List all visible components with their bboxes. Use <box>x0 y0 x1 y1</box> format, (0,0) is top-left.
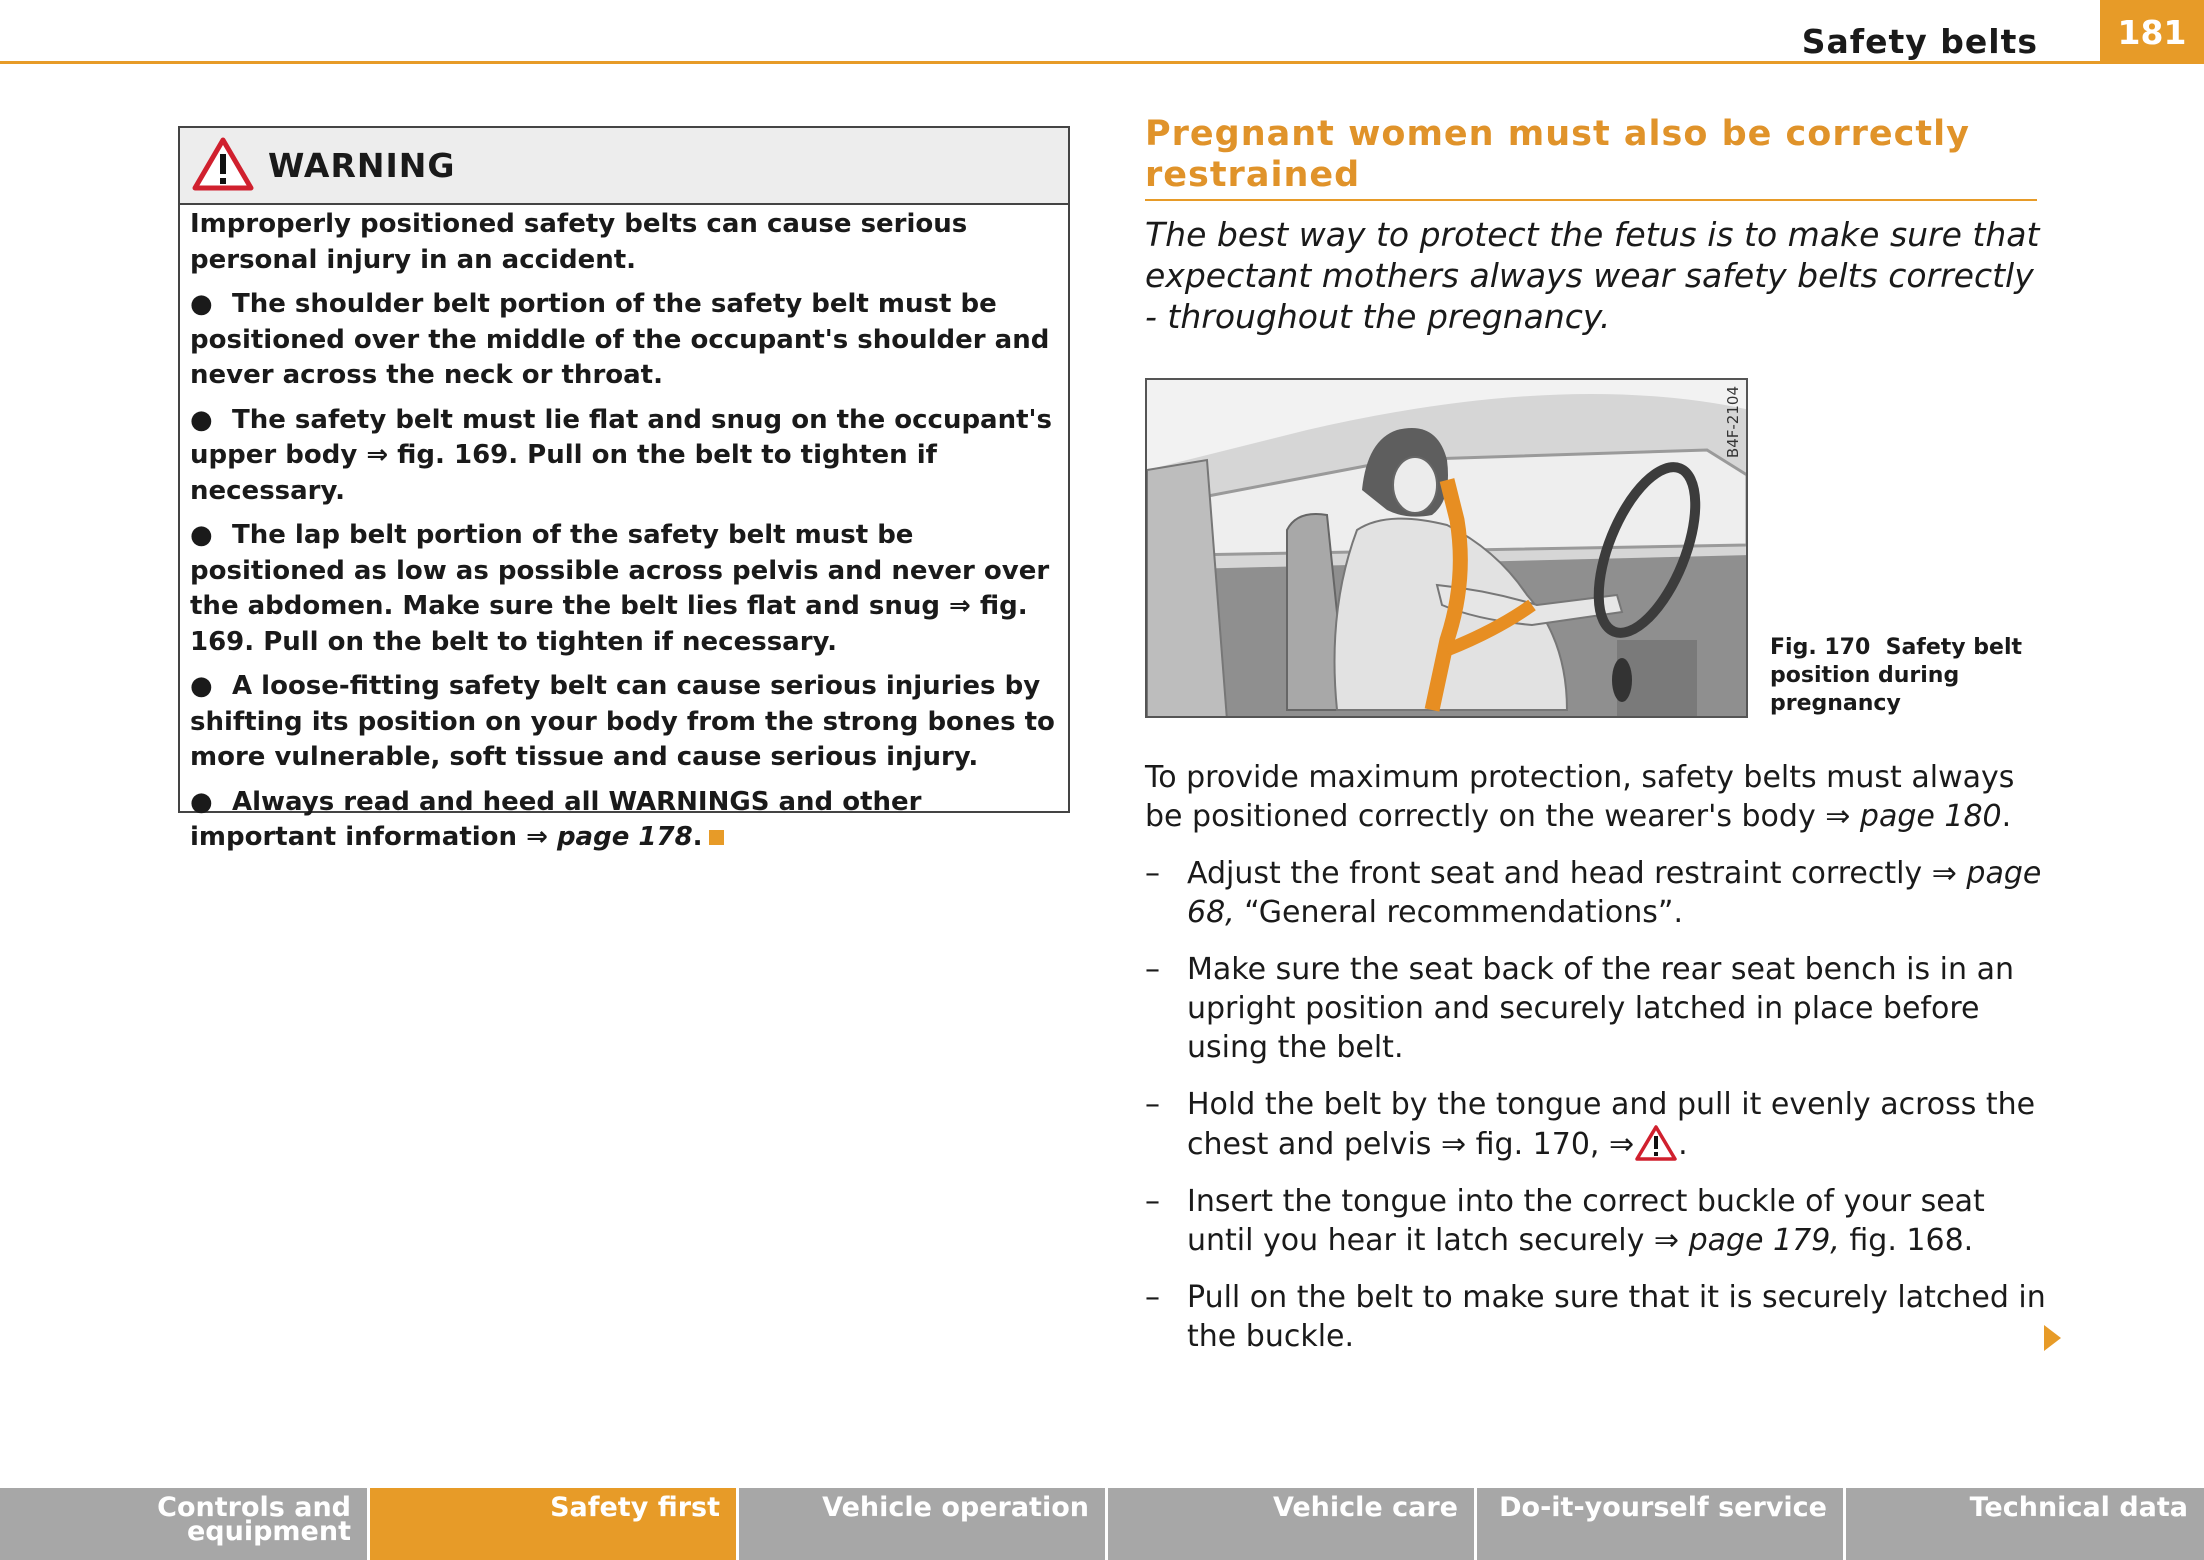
warning-header <box>180 128 1068 205</box>
step-item: – Insert the tongue into the correct buckle of your seat until you hear it latch securely ⇒ page 179, fig. 168. <box>1145 1184 1985 1258</box>
tab-controls-and-equipment[interactable]: Controls and equipment <box>0 1488 367 1560</box>
warning-box <box>178 126 1070 852</box>
warning-item: ● A loose-fitting safety belt can cause serious injuries by shifting its position on your body from the strong bones to more vulnerable, soft tissue and cause serious injury. <box>190 671 1055 772</box>
tab-vehicle-care[interactable]: Vehicle care <box>1108 1488 1474 1560</box>
page-number: 181 <box>2100 0 2204 64</box>
tab-do-it-yourself-service[interactable]: Do-it-yourself service <box>1477 1488 1843 1560</box>
tab-technical-data[interactable]: Technical data <box>1846 1488 2204 1560</box>
section-intro: The best way to protect the fetus is to make sure that expectant mothers always wear safety belts correctly - throughout the pregnancy. <box>1145 215 2040 336</box>
body-paragraph: To provide maximum protection, safety belts must always be positioned correctly on the wearer's body ⇒ page 180. <box>1145 760 2015 834</box>
tab-vehicle-operation[interactable]: Vehicle operation <box>739 1488 1105 1560</box>
warning-body <box>180 205 1068 856</box>
warning-title: WARNING <box>268 146 456 185</box>
page-reference[interactable]: page 178 <box>556 822 693 852</box>
tab-safety-first[interactable]: Safety first <box>370 1488 736 1560</box>
figure-caption-text: Safety belt position during pregnancy <box>1770 635 2023 716</box>
step-item: – Adjust the front seat and head restraint correctly ⇒ page 68, “General recommendations”. <box>1145 856 2042 930</box>
page-reference[interactable]: page 180 <box>1859 799 2002 834</box>
page-reference[interactable]: page 68, <box>1187 856 2042 930</box>
step-item: – Pull on the belt to make sure that it is securely latched in the buckle. <box>1145 1280 2046 1354</box>
header-rule <box>0 61 2100 64</box>
step-item: – Hold the belt by the tongue and pull it evenly across the chest and pelvis ⇒ fig. 170, ⇒ . <box>1145 1087 2036 1162</box>
end-of-section-icon <box>709 830 724 845</box>
page-reference[interactable]: page 179, <box>1688 1223 1840 1258</box>
warning-triangle-icon <box>192 137 254 195</box>
figure-caption <box>1770 634 2040 718</box>
section-heading: Pregnant women must also be correctly restrained <box>1145 114 2037 201</box>
body-text <box>1145 758 2060 1374</box>
warning-item: ● The shoulder belt portion of the safety belt must be positioned over the middle of the occupant's shoulder and never across the neck or throat. <box>190 289 1050 390</box>
footer-nav <box>0 1488 2204 1560</box>
continue-arrow-icon <box>2044 1325 2061 1351</box>
warning-intro: Improperly positioned safety belts can cause serious personal injury in an accident. <box>190 209 968 275</box>
warning-item: ● The lap belt portion of the safety belt must be positioned as low as possible across pelvis and never over the abdomen. Make sure the belt lies flat and snug ⇒ fig. 169. Pull on the belt to tighten if necessary. <box>190 520 1050 657</box>
warning-item: ● Always read and heed all WARNINGS and other important information ⇒ page 178. <box>190 786 922 852</box>
figure-label: Fig. 170 <box>1770 635 1871 660</box>
figure-code: B4F-2104 <box>1724 386 1742 459</box>
step-item: – Make sure the seat back of the rear seat bench is in an upright position and securely latched in place before using the belt. <box>1145 952 2014 1065</box>
warning-item: ● The safety belt must lie flat and snug on the occupant's upper body ⇒ fig. 169. Pull on the belt to tighten if necessary. <box>190 404 1052 506</box>
car-interior-illustration <box>1147 380 1748 718</box>
figure-170 <box>1145 378 1748 718</box>
warning-triangle-icon[interactable] <box>1634 1127 1678 1162</box>
step-list <box>1145 854 2060 1356</box>
section-title: Safety belts <box>1801 22 2038 61</box>
